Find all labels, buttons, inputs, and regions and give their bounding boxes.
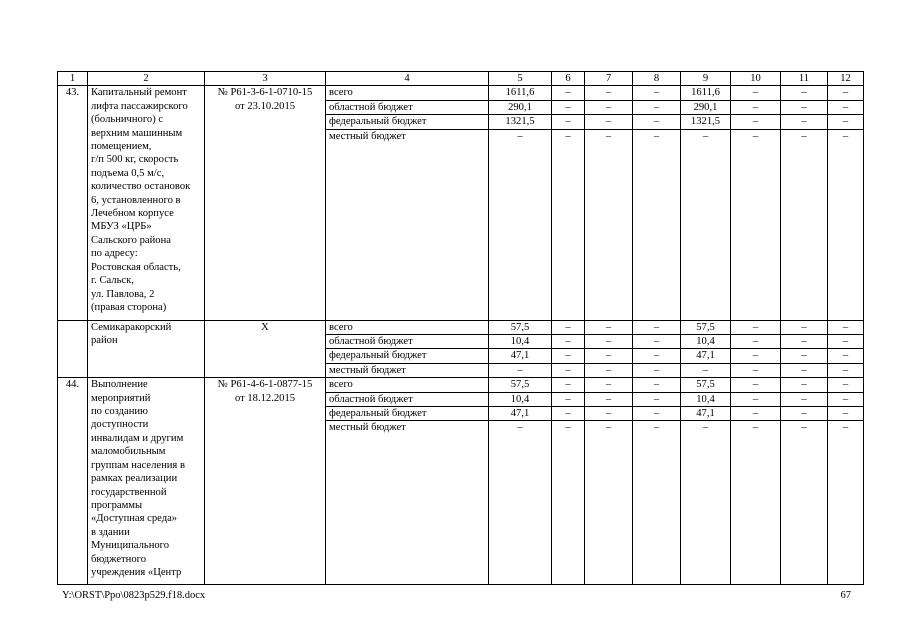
value-cell: – (781, 363, 828, 377)
column-number-header: 2 (88, 72, 205, 86)
value-cell: 47,1 (489, 349, 552, 363)
document-reference: № Р61-4-6-1-0877-15 от 18.12.2015 (205, 378, 326, 585)
funding-source-label: федеральный бюджет (326, 115, 489, 129)
object-name: Капитальный ремонт лифта пассажирского (больничного) с верхним машинным помещением, г/п 500 кг, скорость подъема 0,5 м/с, количество остановок 6, установленного в Лечебном корпусе МБУЗ «ЦРБ» Сальского района по адресу: Ростовская область, г. Сальск, ул. Павлова, 2 (правая сторона) (88, 86, 205, 320)
value-cell: – (552, 129, 585, 320)
value-cell: – (552, 320, 585, 334)
funding-source-label: местный бюджет (326, 363, 489, 377)
value-cell: 1611,6 (489, 86, 552, 100)
value-cell: – (731, 407, 781, 421)
value-cell: – (633, 407, 681, 421)
column-number-header: 3 (205, 72, 326, 86)
value-cell: – (781, 392, 828, 406)
value-cell: – (585, 129, 633, 320)
value-cell: 57,5 (489, 320, 552, 334)
value-cell: 10,4 (681, 392, 731, 406)
value-cell: – (633, 320, 681, 334)
value-cell: – (681, 363, 731, 377)
value-cell: – (633, 421, 681, 585)
funding-source-label: всего (326, 378, 489, 392)
value-cell: – (633, 363, 681, 377)
value-cell: 10,4 (489, 392, 552, 406)
value-cell: 57,5 (489, 378, 552, 392)
value-cell: – (552, 86, 585, 100)
value-cell: – (828, 335, 864, 349)
funding-source-label: местный бюджет (326, 129, 489, 320)
column-number-header: 6 (552, 72, 585, 86)
value-cell: – (781, 421, 828, 585)
value-cell: 10,4 (681, 335, 731, 349)
value-cell: – (552, 100, 585, 114)
value-cell: – (633, 335, 681, 349)
value-cell: 1321,5 (681, 115, 731, 129)
value-cell: 1321,5 (489, 115, 552, 129)
column-number-header: 11 (781, 72, 828, 86)
value-cell: – (585, 349, 633, 363)
value-cell: – (828, 115, 864, 129)
column-number-header: 9 (681, 72, 731, 86)
value-cell: – (731, 335, 781, 349)
value-cell: – (585, 100, 633, 114)
footer-file-path: Y:\ORST\Ppo\0823p529.f18.docx (62, 590, 206, 601)
value-cell: – (633, 100, 681, 114)
value-cell: – (781, 86, 828, 100)
column-number-header: 1 (58, 72, 88, 86)
value-cell: – (731, 115, 781, 129)
value-cell: – (489, 421, 552, 585)
value-cell: – (585, 335, 633, 349)
value-cell: – (633, 129, 681, 320)
value-cell: – (585, 320, 633, 334)
column-number-header: 5 (489, 72, 552, 86)
value-cell: 57,5 (681, 378, 731, 392)
value-cell: 290,1 (681, 100, 731, 114)
table-row (58, 86, 864, 100)
value-cell: – (781, 320, 828, 334)
value-cell: 47,1 (681, 349, 731, 363)
value-cell: 47,1 (681, 407, 731, 421)
funding-source-label: федеральный бюджет (326, 349, 489, 363)
document-reference: № Р61-3-6-1-0710-15 от 23.10.2015 (205, 86, 326, 320)
value-cell: – (552, 115, 585, 129)
column-number-header: 7 (585, 72, 633, 86)
value-cell: – (828, 86, 864, 100)
value-cell: – (781, 100, 828, 114)
value-cell: – (828, 378, 864, 392)
value-cell: – (828, 363, 864, 377)
row-number (58, 320, 88, 378)
value-cell: – (781, 115, 828, 129)
value-cell: – (731, 100, 781, 114)
value-cell: – (552, 349, 585, 363)
value-cell: – (731, 320, 781, 334)
column-number-header: 8 (633, 72, 681, 86)
funding-source-label: всего (326, 86, 489, 100)
value-cell: – (552, 335, 585, 349)
value-cell: – (731, 392, 781, 406)
value-cell: – (828, 421, 864, 585)
value-cell: – (585, 421, 633, 585)
value-cell: – (731, 349, 781, 363)
funding-source-label: местный бюджет (326, 421, 489, 585)
funding-source-label: областной бюджет (326, 100, 489, 114)
value-cell: – (552, 378, 585, 392)
column-number-header: 12 (828, 72, 864, 86)
value-cell: – (585, 378, 633, 392)
column-number-header: 4 (326, 72, 489, 86)
value-cell: – (552, 363, 585, 377)
value-cell: – (633, 115, 681, 129)
value-cell: – (828, 100, 864, 114)
object-name: Выполнение мероприятий по созданию доступности инвалидам и другим маломобильным группам населения в рамках реализации государственной программы «Доступная среда» в здании Муниципального бюджетного учреждения «Центр (88, 378, 205, 585)
value-cell: – (781, 378, 828, 392)
value-cell: – (731, 363, 781, 377)
object-name: Семикаракорский район (88, 320, 205, 378)
value-cell: – (828, 320, 864, 334)
value-cell: – (828, 407, 864, 421)
value-cell: – (552, 392, 585, 406)
value-cell: – (633, 392, 681, 406)
value-cell: – (489, 129, 552, 320)
value-cell: – (828, 129, 864, 320)
table-row (58, 378, 864, 392)
value-cell: – (781, 407, 828, 421)
value-cell: – (731, 86, 781, 100)
value-cell: – (633, 349, 681, 363)
value-cell: 10,4 (489, 335, 552, 349)
value-cell: – (585, 86, 633, 100)
value-cell: – (828, 349, 864, 363)
funding-source-label: всего (326, 320, 489, 334)
row-number: 44. (58, 378, 88, 585)
value-cell: – (633, 378, 681, 392)
value-cell: 57,5 (681, 320, 731, 334)
value-cell: – (552, 421, 585, 585)
funding-source-label: федеральный бюджет (326, 407, 489, 421)
value-cell: – (552, 407, 585, 421)
page-number: 67 (840, 590, 851, 601)
value-cell: – (585, 392, 633, 406)
value-cell: 1611,6 (681, 86, 731, 100)
value-cell: – (731, 378, 781, 392)
value-cell: – (681, 129, 731, 320)
value-cell: – (781, 349, 828, 363)
value-cell: – (585, 407, 633, 421)
budget-table (57, 71, 864, 585)
value-cell: 290,1 (489, 100, 552, 114)
value-cell: – (585, 363, 633, 377)
funding-source-label: областной бюджет (326, 335, 489, 349)
row-number: 43. (58, 86, 88, 320)
value-cell: – (781, 335, 828, 349)
header-row (58, 72, 864, 86)
value-cell: – (489, 363, 552, 377)
value-cell: – (731, 421, 781, 585)
document-reference: Х (205, 320, 326, 378)
value-cell: – (681, 421, 731, 585)
value-cell: – (828, 392, 864, 406)
value-cell: 47,1 (489, 407, 552, 421)
table-row (58, 320, 864, 334)
value-cell: – (585, 115, 633, 129)
value-cell: – (731, 129, 781, 320)
value-cell: – (633, 86, 681, 100)
column-number-header: 10 (731, 72, 781, 86)
funding-source-label: областной бюджет (326, 392, 489, 406)
value-cell: – (781, 129, 828, 320)
